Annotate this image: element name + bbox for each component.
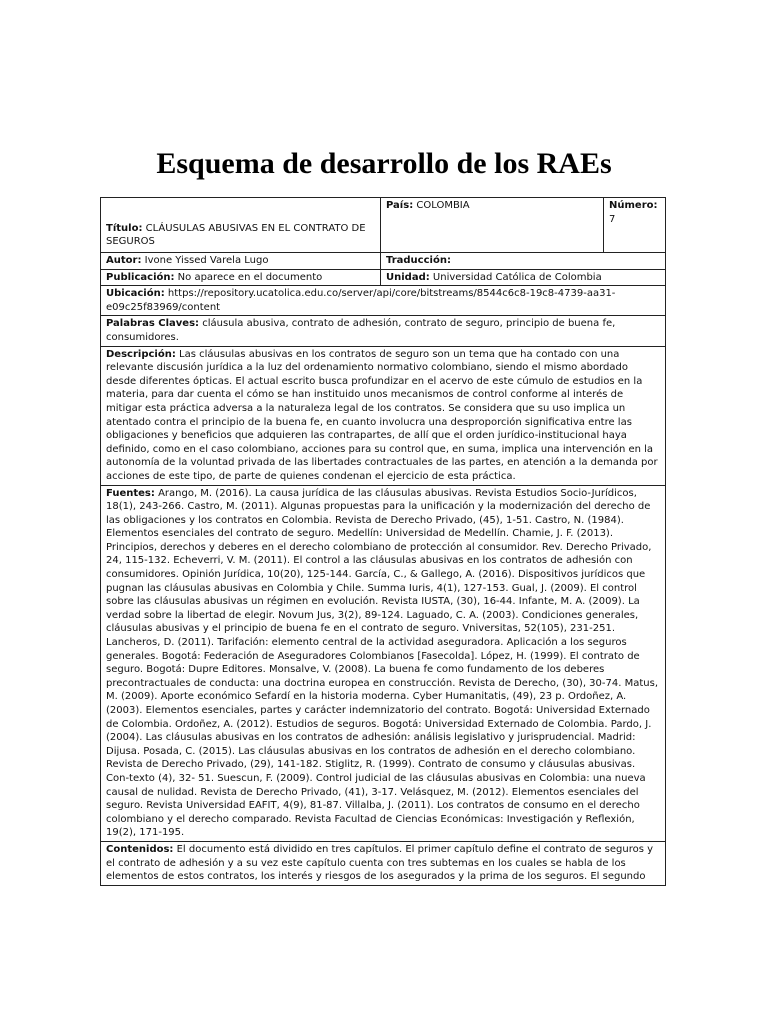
titulo-label: Título:: [106, 222, 143, 234]
publicacion-label: Publicación:: [106, 271, 175, 283]
rae-row-autor: [101, 253, 666, 270]
titulo-value: CLÁUSULAS ABUSIVAS EN EL CONTRATO DE SEGUROS: [106, 222, 366, 248]
unidad-value: Universidad Católica de Colombia: [432, 271, 602, 283]
rae-table: [100, 197, 666, 886]
ubicacion-label: Ubicación:: [106, 288, 165, 300]
fuentes-cell: [101, 485, 666, 841]
autor-label: Autor:: [106, 255, 142, 266]
numero-value: 7: [609, 213, 616, 225]
palabras-claves-label: Palabras Claves:: [106, 318, 200, 330]
autor-cell: [101, 253, 381, 270]
descripcion-cell: [101, 346, 666, 485]
rae-row-descripcion: [101, 346, 666, 485]
fuentes-label: Fuentes:: [106, 487, 155, 499]
pais-cell: [381, 198, 604, 253]
rae-row-palabras-claves: [101, 316, 666, 346]
descripcion-label: Descripción:: [106, 348, 176, 360]
fuentes-value: Arango, M. (2016). La causa jurídica de las cláusulas abusivas. Revista Estudios Socio-Jurídicos, 18(1), 243-266. Castro, M. (2011). Algunas propuestas para la unificación y la modernización del derecho de las obligaciones y los contratos en Colombia. Revista de Derecho Privado, (45), 1-51. Castro, N. (1984). Elementos esenciales del contrato de seguro. Medellín: Universidad de Medellín. Chamie, J. F. (2013). Principios, derechos y deberes en el derecho colombiano de protección al consumidor. Rev. Derecho Privado, 24, 115-132. Echeverri, V. M. (2011). El control a las cláusulas abusivas en los contratos de adhesión con consumidores. Opinión Jurídica, 10(20), 125-144. García, C., & Gallego, A. (2016). Dispositivos jurídicos que pugnan las cláusulas abusivas en Colombia y Chile. Summa Iuris, 4(1), 127-153. Gual, J. (2009). El control sobre las cláusulas abusivas un régimen en evolución. Revista IUSTA, (30), 16-44. Infante, M. A. (2009). La verdad sobre la libertad de elegir. Novum Jus, 3(2), 89-124. Laguado, C. A. (2003). Condiciones generales, cláusulas abusivas y el principio de buena fe en el contrato de seguro. Vniversitas, 52(105), 231-251. Lancheros, D. (2011). Tarifación: elemento central de la actividad aseguradora. Aplicación a los seguros generales. Bogotá: Federación de Aseguradores Colombianos [Fasecolda]. López, H. (1999). El contrato de seguro. Bogotá: Dupre Editores. Monsalve, V. (2008). La buena fe como fundamento de los deberes precontractuales de conducta: una doctrina europea en construcción. Revista de Derecho, (30), 30-74. Matus, M. (2009). Aporte económico Sefardí en la historia moderna. Cyber Humanitatis, (49), 23 p. Ordoñez, A. (2003). Elementos esenciales, partes y carácter indemnizatorio del contrato. Bogotá: Universidad Externado de Colombia. Ordoñez, A. (2012). Estudios de seguros. Bogotá: Universidad Externado de Colombia. Pardo, J. (2004). Las cláusulas abusivas en los contratos de adhesión: análisis legislativo y jurisprudencial. Madrid: Dijusa. Posada, C. (2015). Las cláusulas abusivas en los contratos de adhesión en el derecho colombiano. Revista de Derecho Privado, (29), 141-182. Stiglitz, R. (1999). Contrato de consumo y cláusulas abusivas. Con-texto (4), 32- 51. Suescun, F. (2009). Control judicial de las cláusulas abusivas en Colombia: una nueva causal de nulidad. Revista de Derecho Privado, (41), 3-17. Velásquez, M. (2012). Elementos esenciales del seguro. Revista Universidad EAFIT, 4(9), 81-87. Villalba, J. (2011). Los contratos de consumo en el derecho colombiano y el derecho comparado. Revista Facultad de Ciencias Económicas: Investigación y Reflexión, 19(2), 171-195.: [106, 487, 658, 839]
traduccion-label: Traducción:: [386, 255, 451, 266]
rae-row-fuentes: [101, 485, 666, 841]
autor-value: Ivone Yissed Varela Lugo: [144, 255, 269, 266]
unidad-cell: [381, 269, 666, 286]
descripcion-value: Las cláusulas abusivas en los contratos de seguro son un tema que ha contado con una relevante discusión jurídica a la luz del ordenamiento normativo colombiano, siendo el mismo abordado desde diferentes ópticas. El actual escrito busca profundizar en el acervo de este cúmulo de estudios en la materia, para dar cuenta el cómo se han instituido unos mecanismos de control conforme al interés de mitigar esta práctica adversa a la naturaleza legal de los contratos. Se considera que su uso implica un atentado contra el principio de la buena fe, en cuanto involucra una desproporción significativa entre las obligaciones y beneficios que adquieren las contrapartes, de allí que el orden jurídico-institucional haya definido, como en el caso colombiano, acciones para su control que, en suma, implica una intervención en la autonomía de la voluntad privada de las libertades contractuales de las partes, en atención a la demanda por acciones de este tipo, de parte de quienes condenan el ejercicio de esta práctica.: [106, 348, 658, 482]
document-title: Esquema de desarrollo de los RAEs: [156, 147, 612, 180]
pais-value: COLOMBIA: [416, 200, 470, 211]
rae-row-contenidos: [101, 841, 666, 885]
unidad-label: Unidad:: [386, 271, 430, 283]
traduccion-cell: [381, 253, 666, 270]
contenidos-value: El documento está dividido en tres capítulos. El primer capítulo define el contrato de seguros y el contrato de adhesión y a su vez este capítulo cuenta con tres subtemas en los cuales se habla de los elementos de estos contratos, los interés y riesgos de los asegurados y la prima de los seguros. El segundo: [106, 843, 654, 883]
ubicacion-link[interactable]: https://repository.ucatolica.edu.co/server/api/core/bitstreams/8544c6c8-19c8-4739-aa31-e09c25f83969/content: [106, 288, 616, 313]
publicacion-cell: [101, 269, 381, 286]
pais-label: País:: [386, 200, 414, 211]
numero-label: Número:: [609, 200, 658, 211]
palabras-claves-value: cláusula abusiva, contrato de adhesión, contrato de seguro, principio de buena fe, consumidores.: [106, 318, 616, 343]
contenidos-label: Contenidos:: [106, 843, 174, 855]
contenidos-cell: [101, 841, 666, 885]
rae-row-ubicacion: [101, 286, 666, 316]
ubicacion-cell: [101, 286, 666, 316]
rae-row-titulo: [101, 198, 666, 253]
rae-row-publicacion: [101, 269, 666, 286]
numero-cell: [604, 198, 666, 253]
palabras-claves-cell: [101, 316, 666, 346]
publicacion-value: No aparece en el documento: [177, 271, 323, 283]
titulo-cell: [101, 198, 381, 253]
